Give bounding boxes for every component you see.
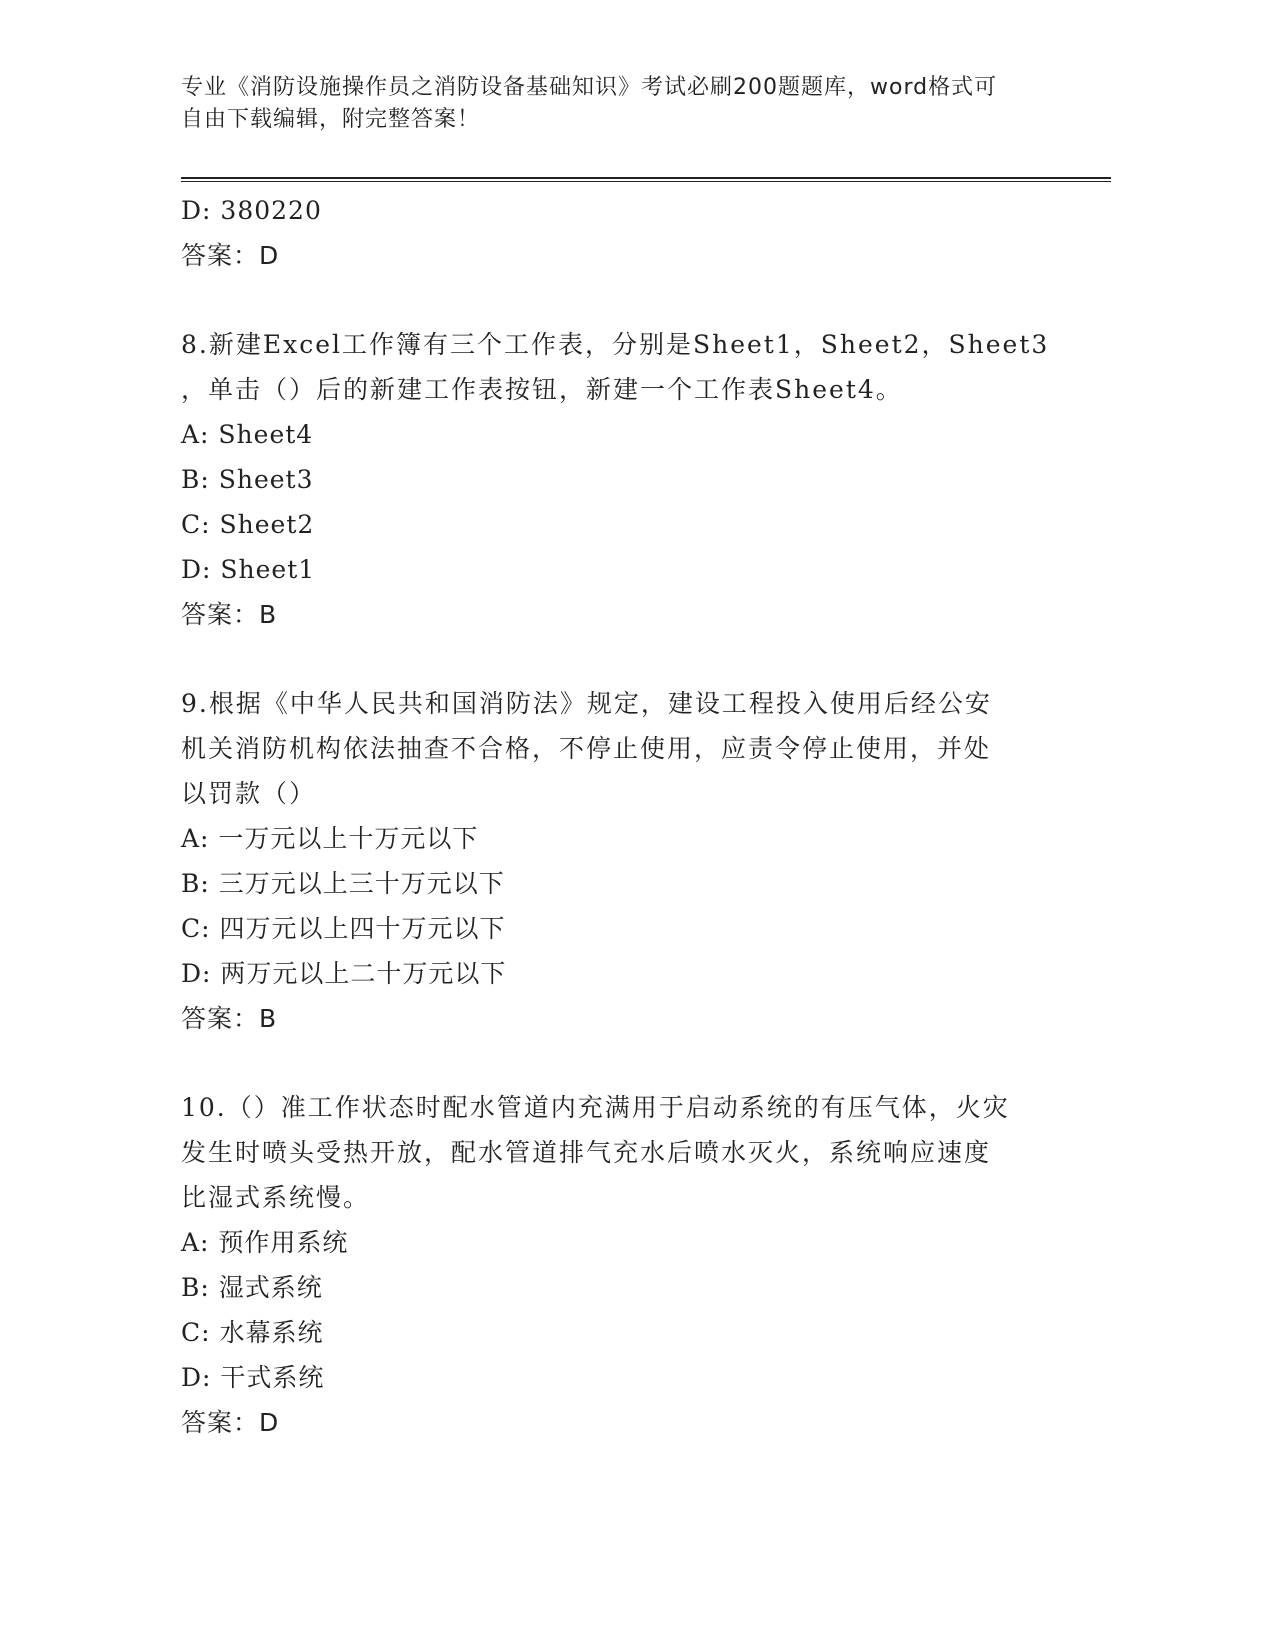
- question-9: [181, 681, 1061, 1041]
- option-b: B: 三万元以上三十万元以下: [181, 869, 505, 898]
- question-text-line: 10.（）准工作状态时配水管道内充满用于启动系统的有压气体，火灾: [181, 1093, 1010, 1122]
- question-text-line: 以罚款（）: [181, 779, 317, 808]
- answer-line: 答案：D: [181, 1408, 280, 1437]
- answer-line: 答案：B: [181, 600, 278, 629]
- header-divider: [181, 177, 1111, 182]
- question-text-line: 9.根据《中华人民共和国消防法》规定，建设工程投入使用后经公安: [181, 689, 992, 718]
- question-text-line: 比湿式系统慢。: [181, 1183, 371, 1212]
- option-a: A: Sheet4: [181, 420, 314, 449]
- question-text-line: 8.新建Excel工作簿有三个工作表，分别是Sheet1，Sheet2，Sheet3: [181, 330, 1050, 359]
- page-header: [181, 72, 1051, 136]
- option-a: A: 一万元以上十万元以下: [181, 824, 479, 853]
- option-c: C: Sheet2: [181, 510, 315, 539]
- question-text-line: ，单击（）后的新建工作表按钮，新建一个工作表Sheet4。: [181, 375, 903, 404]
- option-d: D: Sheet1: [181, 555, 316, 584]
- option-b: B: 湿式系统: [181, 1273, 323, 1302]
- question-list: [181, 188, 1061, 1445]
- answer-line: 答案：B: [181, 1004, 278, 1033]
- previous-question-tail: [181, 188, 1061, 278]
- question-8: [181, 322, 1061, 637]
- question-10: [181, 1085, 1061, 1445]
- option-b: B: Sheet3: [181, 465, 314, 494]
- option-c: C: 四万元以上四十万元以下: [181, 914, 506, 943]
- option-d: D: 380220: [181, 196, 322, 225]
- option-c: C: 水幕系统: [181, 1318, 324, 1347]
- option-d: D: 干式系统: [181, 1363, 325, 1392]
- header-title-line-2: 自由下载编辑，附完整答案！: [181, 107, 481, 132]
- option-a: A: 预作用系统: [181, 1228, 349, 1257]
- question-text-line: 机关消防机构依法抽查不合格，不停止使用，应责令停止使用，并处: [181, 734, 992, 763]
- option-d: D: 两万元以上二十万元以下: [181, 959, 507, 988]
- question-text-line: 发生时喷头受热开放，配水管道排气充水后喷水灭火，系统响应速度: [181, 1138, 992, 1167]
- header-title-line-1: 专业《消防设施操作员之消防设备基础知识》考试必刷200题题库，word格式可: [181, 75, 998, 100]
- answer-line: 答案：D: [181, 241, 280, 270]
